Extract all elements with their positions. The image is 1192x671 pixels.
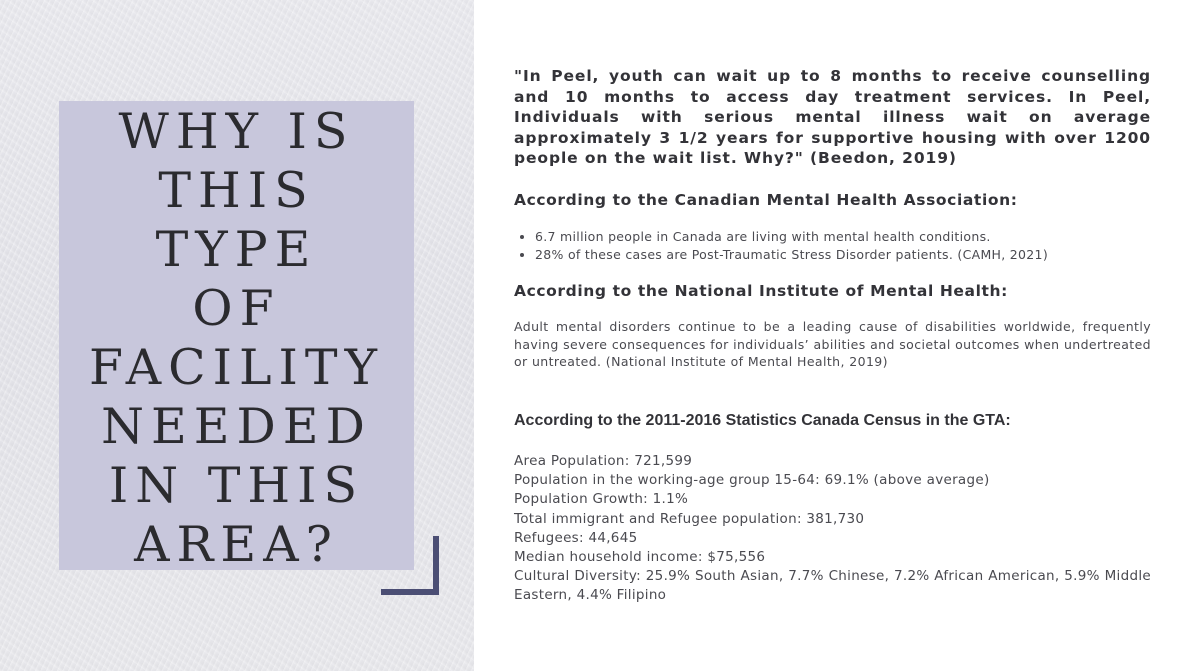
cmha-heading: According to the Canadian Mental Health Association:: [514, 191, 1018, 209]
cmha-bullet-list: [514, 228, 1048, 263]
nimh-heading: According to the National Institute of Mental Health:: [514, 282, 1008, 300]
list-item: • 6.7 million people in Canada are living with mental health conditions.: [535, 228, 1048, 246]
stat-line: Total immigrant and Refugee population: 381,730: [514, 510, 865, 527]
stat-line: Population in the working-age group 15-64: 69.1% (above average): [514, 472, 990, 489]
nimh-paragraph: Adult mental disorders continue to be a leading cause of disabilities worldwide, frequently having severe consequences for individuals’ abilities and societal outcomes when undertreated or untreated. (National Institute of Mental Health, 2019): [514, 319, 1151, 369]
census-heading: According to the 2011-2016 Statistics Canada Census in the GTA:: [514, 412, 1011, 429]
stat-line: Population Growth: 1.1%: [514, 491, 689, 508]
textured-background-panel: [0, 0, 474, 671]
stat-line: Refugees: 44,645: [514, 529, 638, 546]
census-stats: [514, 452, 1151, 606]
stat-line: Cultural Diversity: 25.9% South Asian, 7.7% Chinese, 7.2% African American, 5.9% Middle Eastern, 4.4% Filipino: [514, 568, 1151, 604]
stat-line: Median household income: $75,556: [514, 549, 766, 566]
corner-bracket-decoration: [381, 536, 439, 595]
quote-text: "In Peel, youth can wait up to 8 months to receive counselling and 10 months to access day treatment services. In Peel, Individuals with serious mental illness wait on average approximately 3 1/2 years for supportive housing with over 1200 people on the wait list. Why?" (Beedon, 2019): [514, 67, 1151, 167]
list-item: • 28% of these cases are Post-Traumatic Stress Disorder patients. (CAMH, 2021): [535, 246, 1048, 264]
stat-line: Area Population: 721,599: [514, 453, 693, 469]
slide-title: WHY IS THIS TYPE OF FACILITY NEEDED IN THIS AREA?: [89, 102, 384, 573]
title-box: [59, 101, 414, 573]
